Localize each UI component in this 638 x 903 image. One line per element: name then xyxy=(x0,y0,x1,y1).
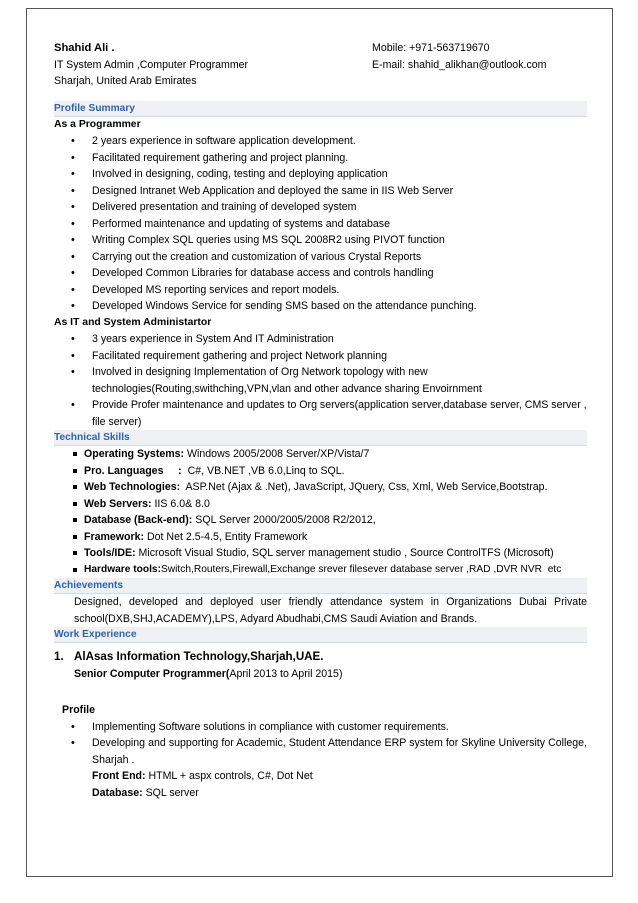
profile-summary-heading: Profile Summary xyxy=(54,101,587,117)
list-item: • Writing Complex SQL queries using MS SQL 2008R2 using PIVOT function xyxy=(54,232,587,249)
skill-label: Web Servers: xyxy=(84,497,152,510)
skill-label: Database (Back-end): xyxy=(84,514,193,526)
list-item: • Facilitated requirement gathering and project Network planning xyxy=(54,348,587,365)
skill-item xyxy=(66,463,587,480)
front-end-label: Front End: xyxy=(92,770,146,782)
skill-value: SQL Server 2000/2005/2008 R2/2012, xyxy=(192,514,376,526)
front-end-value: HTML + aspx controls, C#, Dot Net xyxy=(145,770,313,782)
job-number: 1. xyxy=(54,650,64,663)
candidate-title: IT System Admin ,Computer Programmer xyxy=(54,58,249,71)
skill-label: Pro. Languages : xyxy=(84,464,182,477)
database-line xyxy=(54,785,587,802)
achievements-heading: Achievements xyxy=(54,578,587,594)
list-item: • Delivered presentation and training of developed system xyxy=(54,199,587,216)
skill-label: Tools/IDE: xyxy=(84,547,136,559)
resume-content xyxy=(54,40,587,801)
skill-value: ASP.Net (Ajax & .Net), JavaScript, JQuery, Css, Xml, Web Service,Bootstrap. xyxy=(180,481,548,493)
database-value: SQL server xyxy=(142,786,199,799)
admin-heading: As IT and System Administartor xyxy=(54,316,212,328)
list-item: • Performed maintenance and updating of systems and database xyxy=(54,216,587,233)
list-item: • Involved in designing Implementation of Org Network topology with new technologies(Routing,swithching,VPN,vlan and other advance sharing Envoirnment xyxy=(54,364,587,397)
skill-value: C#, VB.NET ,VB 6.0,Linq to SQL. xyxy=(181,464,345,477)
technical-skills-heading: Technical Skills xyxy=(54,430,587,446)
list-item: • Involved in designing, coding, testing and deploying application xyxy=(54,166,587,183)
front-end-line xyxy=(54,768,587,785)
list-item: • Facilitated requirement gathering and project planning. xyxy=(54,150,587,167)
skill-label: Hardware tools: xyxy=(84,563,161,575)
skill-item xyxy=(66,529,587,546)
header-row-2 xyxy=(54,57,587,74)
job-profile-heading: Profile xyxy=(62,704,95,716)
skill-item xyxy=(66,496,587,513)
skill-value: Windows 2005/2008 Server/XP/Vista/7 xyxy=(184,448,370,460)
skill-value: Dot Net 2.5-4.5, Entity Framework xyxy=(144,530,308,543)
candidate-name: Shahid Ali . xyxy=(54,42,115,54)
skills-list xyxy=(54,446,587,578)
skill-value: IIS 6.0& 8.0 xyxy=(151,497,210,510)
achievements-text: Designed, developed and deployed user friendly attendance system in Organizations Dubai Private school(DXB,SHJ,ACADEMY),LPS, Adyard Abudhabi,CMS Saudi Aviation and Brands. xyxy=(74,596,587,625)
programmer-list xyxy=(54,133,587,315)
list-item: • 2 years experience in software application development. xyxy=(54,133,587,150)
list-item: • Designed Intranet Web Application and deployed the same in IIS Web Server xyxy=(54,183,587,200)
job-profile-list xyxy=(54,719,587,769)
list-item: • Carrying out the creation and customization of various Crystal Reports xyxy=(54,249,587,266)
skill-item xyxy=(66,545,587,562)
skill-item xyxy=(66,479,587,496)
skill-item xyxy=(66,446,587,463)
mobile: Mobile: +971-563719670 xyxy=(372,42,490,54)
skill-label: Operating Systems: xyxy=(84,448,185,460)
email: E-mail: shahid_alikhan@outlook.com xyxy=(372,58,547,71)
skill-label: Web Technologies: xyxy=(84,481,181,493)
job-company: AlAsas Information Technology,Sharjah,UAE. xyxy=(74,650,324,663)
programmer-heading: As a Programmer xyxy=(54,118,141,130)
admin-list xyxy=(54,331,587,430)
skill-item xyxy=(66,562,587,579)
list-item: • Implementing Software solutions in compliance with customer requirements. xyxy=(54,719,587,736)
database-label: Database: xyxy=(92,786,143,799)
list-item: • Developed Common Libraries for database access and controls handling xyxy=(54,265,587,282)
skill-item xyxy=(66,512,587,529)
list-item: • Developed Windows Service for sending SMS based on the attendance punching. xyxy=(54,298,587,315)
job-role xyxy=(54,666,587,683)
list-item: • Developing and supporting for Academic, Student Attendance ERP system for Skyline University College, Sharjah . xyxy=(54,735,587,768)
candidate-location: Sharjah, United Arab Emirates xyxy=(54,75,197,87)
list-item: • Provide Profer maintenance and updates to Org servers(application server,database server, CMS server , file server) xyxy=(54,397,587,430)
job-title xyxy=(54,649,587,666)
role-period: April 2013 to April 2015) xyxy=(229,667,343,680)
header-row-1 xyxy=(54,40,587,57)
work-experience-heading: Work Experience xyxy=(54,627,587,643)
skill-label: Framework: xyxy=(84,530,145,543)
list-item: • 3 years experience in System And IT Administration xyxy=(54,331,587,348)
skill-value: Switch,Routers,Firewall,Exchange srever filesever database server ,RAD ,DVR NVR etc xyxy=(161,563,562,575)
role-title: Senior Computer Programmer( xyxy=(74,667,230,680)
skill-value: Microsoft Visual Studio, SQL server management studio , Source ControlTFS (Microsoft) xyxy=(135,547,554,559)
list-item: • Developed MS reporting services and report models. xyxy=(54,282,587,299)
